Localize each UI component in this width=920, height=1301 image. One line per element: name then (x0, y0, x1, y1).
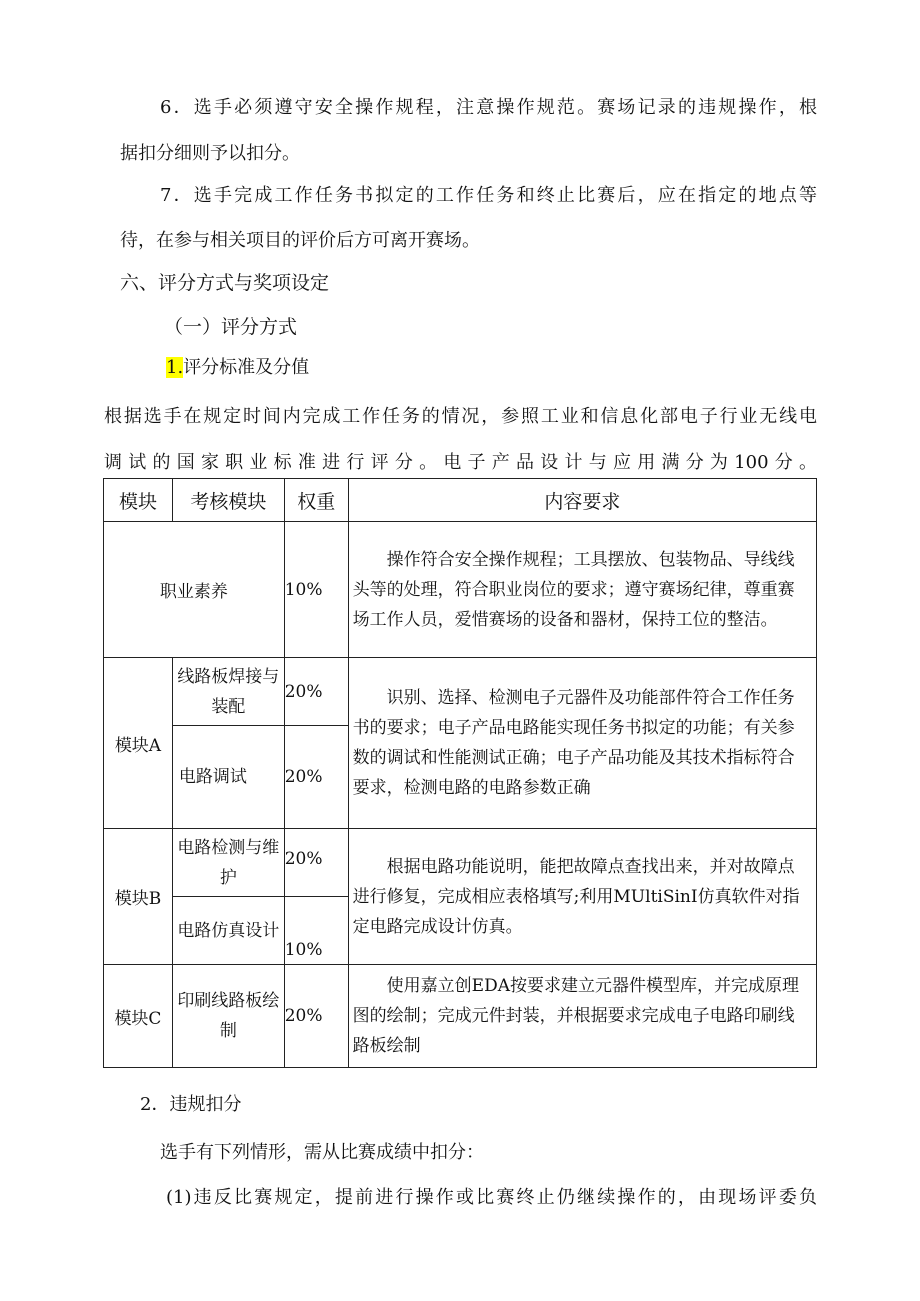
weight-cell: 20% (284, 658, 348, 726)
table-row (104, 522, 817, 658)
weight-cell: 10% (284, 522, 348, 658)
content-text: 操作符合安全操作规程；工具摆放、包装物品、导线线头等的处理，符合职业岗位的要求；遵守赛场纪律，尊重赛场工作人员，爱惜赛场的设备和器材，保持工位的整洁。 (352, 549, 795, 630)
penalty-rule-1: (1)违反比赛规定，提前进行操作或比赛终止仍继续操作的，由现场评委负 (166, 1187, 817, 1208)
paragraph-7-line-2: 待，在参与相关项目的评价后方可离开赛场。 (120, 230, 480, 251)
paragraph-6-line-1: 6．选手必须遵守安全操作规程，注意操作规范。赛场记录的违规操作，根 (160, 97, 817, 118)
paragraph-7-line-1: 7．选手完成工作任务书拟定的工作任务和终止比赛后，应在指定的地点等 (160, 185, 817, 206)
module-professional-quality: 职业素养 (104, 522, 285, 658)
submodule-cell: 印刷线路板绘制 (172, 965, 284, 1068)
submodule-cell: 电路仿真设计 (172, 897, 284, 965)
header-content: 内容要求 (348, 479, 816, 522)
table-header-row (104, 479, 817, 522)
content-cell (348, 658, 816, 829)
content-text: 识别、选择、检测电子元器件及功能部件符合工作任务书的要求；电子产品电路能实现任务书拟定的功能；有关参数的调试和性能测试正确；电子产品功能及其技术指标符合要求，检测电路的电路参数正确 (352, 688, 795, 798)
item-1-title-line (166, 357, 309, 379)
intro-line-1: 根据选手在规定时间内完成工作任务的情况，参照工业和信息化部电子行业无线电 (104, 406, 817, 427)
intro-line-2: 调试的国家职业标准进行评分。电子产品设计与应用满分为100分。 (104, 452, 817, 473)
weight-cell: 20% (284, 726, 348, 829)
item-1-number: 1. (166, 357, 184, 378)
section-heading: 六、评分方式与奖项设定 (120, 272, 330, 294)
item-2-title: 2．违规扣分 (140, 1094, 242, 1115)
item-1-title: 评分标准及分值 (183, 357, 310, 378)
table-row (104, 658, 817, 726)
content-cell (348, 522, 816, 658)
penalty-intro: 选手有下列情形，需从比赛成绩中扣分： (160, 1142, 484, 1163)
weight-cell: 20% (284, 829, 348, 897)
sub-heading: （一）评分方式 (164, 316, 298, 338)
header-module: 模块 (104, 479, 173, 522)
content-cell (348, 965, 816, 1068)
table-row (104, 829, 817, 897)
submodule-cell: 电路检测与维护 (172, 829, 284, 897)
content-text: 使用嘉立创EDA按要求建立元器件模型库，并完成原理图的绘制；完成元件封装，并根据要求完成电子电路印刷线路板绘制 (352, 976, 799, 1056)
paragraph-6-line-2: 据扣分细则予以扣分。 (120, 143, 300, 164)
scoring-table (103, 478, 817, 1068)
weight-cell: 10% (284, 897, 348, 965)
content-text: 根据电路功能说明，能把故障点查找出来，并对故障点进行修复，完成相应表格填写;利用MUltiSinI仿真软件对指定电路完成设计仿真。 (352, 856, 800, 937)
module-c: 模块C (104, 965, 173, 1068)
header-weight: 权重 (284, 479, 348, 522)
submodule-cell: 线路板焊接与装配 (172, 658, 284, 726)
module-b: 模块B (104, 829, 173, 965)
weight-cell: 20% (284, 965, 348, 1068)
header-assessment-module: 考核模块 (172, 479, 284, 522)
module-a: 模块A (104, 658, 173, 829)
content-cell (348, 829, 816, 965)
submodule-cell: 电路调试 (172, 726, 284, 829)
table-row (104, 965, 817, 1068)
